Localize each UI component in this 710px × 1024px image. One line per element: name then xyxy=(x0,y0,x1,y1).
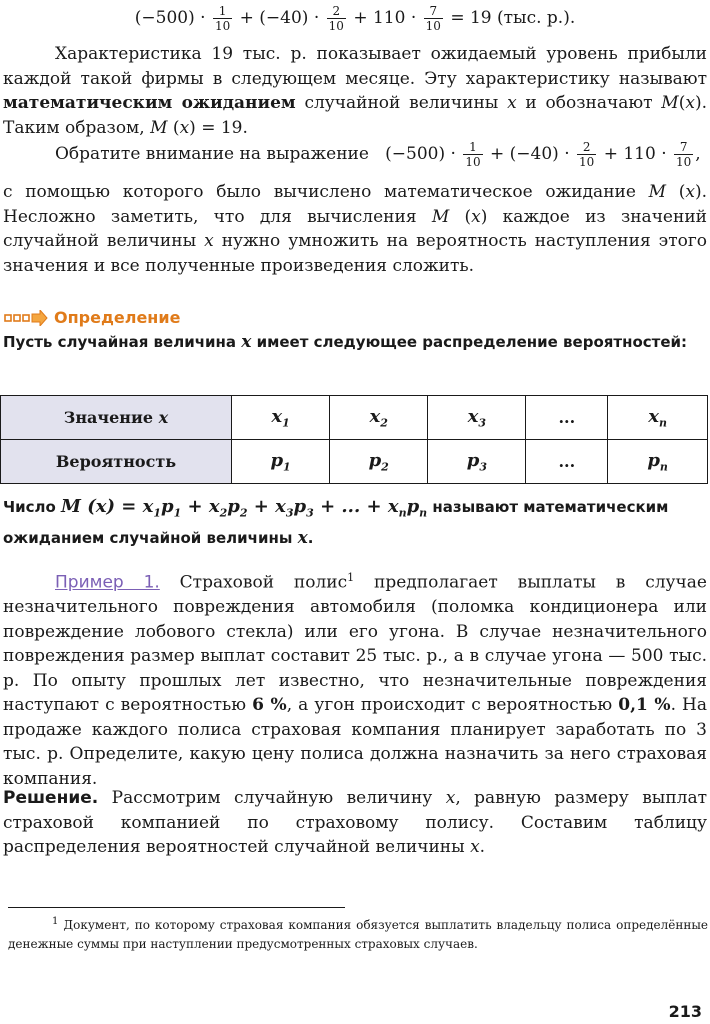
solution-label: Решение. xyxy=(3,788,99,808)
table-cell: $p_1$ xyxy=(232,440,330,484)
table-cell: ... xyxy=(526,440,608,484)
table-cell: ... xyxy=(526,396,608,440)
paragraph-expression-line: Обратите внимание на выражение (−500) · $\frac{1}{10}$ + (−40) · $\frac{2}{10}$ + 110 · $\frac{7}{10}$ , xyxy=(55,140,701,169)
definition-title: Определение xyxy=(54,308,181,327)
table-cell: $p_2$ xyxy=(330,440,428,484)
example-label: Пример 1. xyxy=(55,572,160,593)
expected-value-definition: Число M $(x) = x_1p_1 + x_2p_2 + x_3p_3$ + ... + $x_np_n$ называют математическим ожиданием случайной величины x. xyxy=(3,496,669,548)
table-cell: $p_3$ xyxy=(428,440,526,484)
table-cell: $x_2$ xyxy=(330,396,428,440)
formula-term: = 19 (тыс. р.). xyxy=(450,8,576,28)
table-cell: $p_n$ xyxy=(608,440,708,484)
arrow-right-icon xyxy=(4,310,48,326)
paragraph-expectation: Характеристика 19 тыс. р. показывает ожидаемый уровень прибыли каждой такой фирмы в следующем месяце. Эту характеристику называют математическим ожиданием случайной величины x и обозначают M(x). Таким образом, M (x) = 19. xyxy=(3,44,707,138)
definition-heading xyxy=(4,306,704,330)
formula-term: (−500) · xyxy=(134,8,206,28)
distribution-table xyxy=(0,395,708,484)
table-header-cell: Значение x xyxy=(1,396,232,440)
term-highlight: математическим ожиданием xyxy=(3,93,296,113)
fraction: $\frac{7}{10}$ xyxy=(425,4,441,33)
table-row xyxy=(1,396,708,440)
fraction: $\frac{1}{10}$ xyxy=(214,4,231,33)
formula-top xyxy=(0,4,710,33)
table-cell: $x_3$ xyxy=(428,396,526,440)
formula-term: + (−40) · xyxy=(239,8,320,28)
fraction: $\frac{2}{10}$ xyxy=(328,4,344,33)
footnote-divider xyxy=(8,907,345,908)
table-cell: $x_1$ xyxy=(232,396,330,440)
fraction: $\frac{7}{10}$ xyxy=(676,140,692,169)
fraction: $\frac{2}{10}$ xyxy=(579,140,595,169)
solution-paragraph: Решение. Рассмотрим случайную величину x, равную размеру выплат страховой компанией по страховому полису. Составим таблицу распределения вероятностей случайной величины x. xyxy=(3,788,707,857)
definition-text: Пусть случайная величина x имеет следующее распределение вероятностей: xyxy=(3,332,688,352)
footnote: $^1$ Документ, по которому страховая компания обязуется выплатить владельцу полиса определённые денежные суммы при наступлении предусмотренных страховых случаев. xyxy=(8,916,709,951)
table-header-cell: Вероятность xyxy=(1,440,232,484)
table-cell: $x_n$ xyxy=(608,396,708,440)
footnote-ref: 1 xyxy=(347,571,355,584)
fraction: $\frac{1}{10}$ xyxy=(465,140,481,169)
paragraph-computation: с помощью которого было вычислено математическое ожидание M (x). Несложно заметить, что для вычисления M (x) каждое из значений случайной величины x нужно умножить на вероятность наступления этого значения и все полученные произведения сложить. xyxy=(3,182,707,276)
example-paragraph: Пример 1. Страховой полис$^1$ предполагает выплаты в случае незначительного повреждения автомобиля (поломка кондиционера или повреждение лобового стекла) или его угона. В случае незначительного повреждения размер выплат составит 25 тыс. р., а в случае угона — 500 тыс. р. По опыту прошлых лет известно, что незначительные повреждения наступают с вероятностью 6 %, а угон происходит с вероятностью 0,1 %. На продаже каждого полиса страховая компания планирует заработать по 3 тыс. р. Определите, какую цену полиса должна назначить за него страховая компания. xyxy=(3,571,707,789)
page-number: 213 xyxy=(668,1002,702,1021)
formula-term: + 110 · xyxy=(353,8,417,28)
expected-value-formula: M $(x) = x_1p_1 + x_2p_2 + x_3p_3$ + ... + $x_np_n$ xyxy=(61,496,428,520)
table-row xyxy=(1,440,708,484)
